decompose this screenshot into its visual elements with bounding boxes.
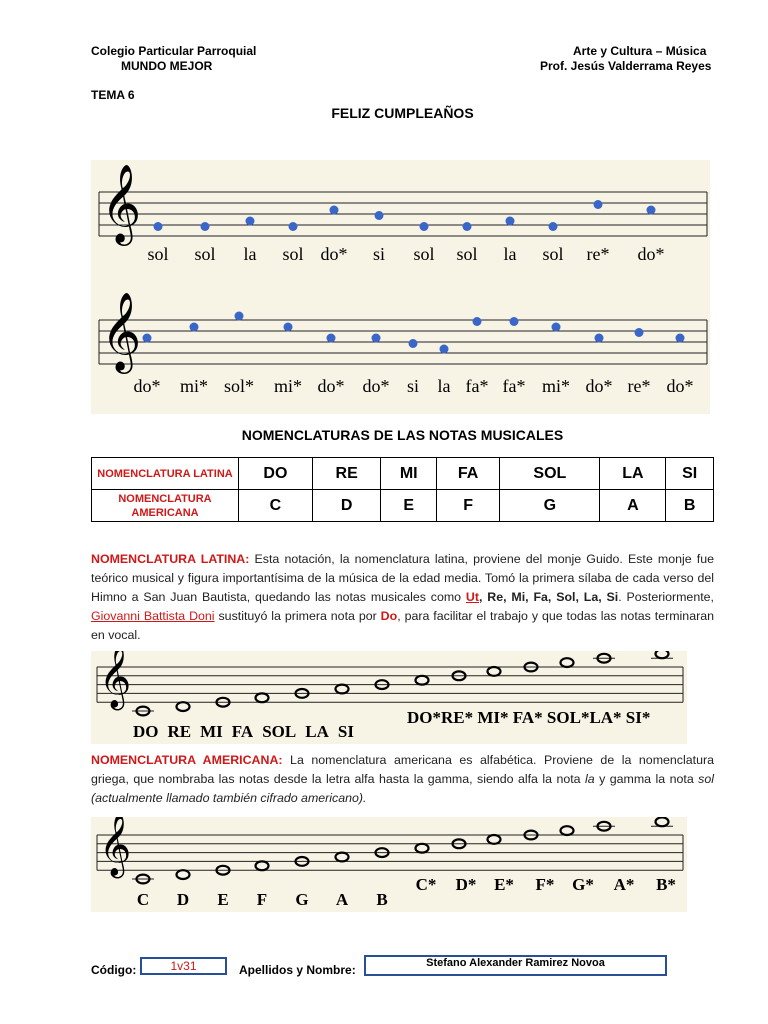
latin-scale-high-label: DO*RE* MI* FA* SOL*LA* SI* xyxy=(407,708,651,727)
note-head xyxy=(289,222,298,231)
note-name: sol xyxy=(194,244,216,264)
latin-text-1: Esta notación, la nomenclatura latina, proviene del monje Guido. Este monje fue teórico musical y figura importantísima de la música de la edad media. Tomó la primera sílaba de cada verso del Himno a San Juan Bautista, quedando las notas musicales como xyxy=(91,552,714,604)
nomenclature-table xyxy=(91,457,714,522)
note-name: fa* xyxy=(502,376,526,396)
american-low-letter: G xyxy=(295,890,309,909)
note-name: do* xyxy=(362,376,390,396)
american-high-letter: G* xyxy=(572,875,594,894)
note-name: do* xyxy=(320,244,348,264)
american-high-letter: A* xyxy=(613,875,635,894)
latin-paragraph xyxy=(91,550,714,645)
doni-link[interactable]: Giovanni Battista Doni xyxy=(91,609,215,623)
american-scale-score xyxy=(91,817,687,912)
code-field[interactable]: 1v31 xyxy=(140,957,227,975)
latin-text-3: sustituyó la primera nota por xyxy=(214,609,381,623)
american-low-letter: E xyxy=(217,890,229,909)
whole-note xyxy=(561,826,574,835)
note-head xyxy=(510,317,519,326)
treble-clef-icon: 𝄞 xyxy=(101,292,142,372)
american-high-letter: B* xyxy=(656,875,676,894)
note-name: sol xyxy=(413,244,435,264)
american-label: NOMENCLATURA AMERICANA xyxy=(92,490,239,522)
whole-note xyxy=(488,667,501,676)
note-name: si xyxy=(406,376,420,396)
name-label: Apellidos y Nombre: xyxy=(239,963,356,977)
note-name: mi* xyxy=(179,376,209,396)
american-row xyxy=(92,490,714,522)
note-name: sol xyxy=(456,244,478,264)
note-head xyxy=(284,323,293,332)
whole-note xyxy=(488,835,501,844)
note-name: la xyxy=(437,376,451,396)
song-staff-row-2 xyxy=(99,292,707,396)
latin-scale-score xyxy=(91,651,687,744)
latin-scale-low-label: DO RE MI FA SOL LA SI xyxy=(133,722,354,741)
note-head xyxy=(647,206,656,215)
american-high-letter: C* xyxy=(415,875,437,894)
note-name: re* xyxy=(627,376,651,396)
note-name: sol xyxy=(542,244,564,264)
la-italic: la xyxy=(585,772,595,786)
note-head xyxy=(440,345,449,354)
course-name: Arte y Cultura – Música xyxy=(573,44,707,58)
latin-paragraph-label: NOMENCLATURA LATINA: xyxy=(91,552,250,566)
note-name: mi* xyxy=(273,376,303,396)
latin-note: LA xyxy=(600,458,666,490)
latin-text-4: , para facilitar el trabajo y que todas las notas terminaran en vocal. xyxy=(91,609,715,642)
nomenclature-heading: NOMENCLATURAS DE LAS NOTAS MUSICALES xyxy=(241,427,564,443)
note-name: la xyxy=(503,244,517,264)
american-paragraph xyxy=(91,751,714,808)
latin-note: MI xyxy=(381,458,436,490)
american-scale-svg xyxy=(91,817,687,912)
latin-scale-svg xyxy=(91,651,687,744)
school-subtitle: MUNDO MEJOR xyxy=(121,59,213,73)
note-head xyxy=(330,206,339,215)
latin-note: SI xyxy=(666,458,714,490)
treble-clef-icon: 𝄞 xyxy=(99,651,132,708)
note-head xyxy=(409,339,418,348)
note-name: si xyxy=(372,244,386,264)
american-high-letter: E* xyxy=(494,875,514,894)
note-head xyxy=(143,334,152,343)
american-note: D xyxy=(312,490,381,522)
whole-note xyxy=(656,651,669,658)
song-score xyxy=(91,160,710,414)
whole-note xyxy=(561,658,574,667)
treble-clef-icon: 𝄞 xyxy=(99,817,132,876)
note-name: mi* xyxy=(541,376,571,396)
topic-label: TEMA 6 xyxy=(91,88,135,102)
american-low-letter: A xyxy=(335,890,349,909)
note-name: sol* xyxy=(223,376,255,396)
note-head xyxy=(327,334,336,343)
latin-note: SOL xyxy=(500,458,600,490)
school-name: Colegio Particular Parroquial xyxy=(91,44,257,58)
song-score-svg xyxy=(91,160,710,414)
note-name: re* xyxy=(586,244,610,264)
american-note: G xyxy=(500,490,600,522)
american-text-2: y gamma la nota xyxy=(594,772,699,786)
teacher-name: Prof. Jesús Valderrama Reyes xyxy=(540,59,712,73)
note-head xyxy=(595,334,604,343)
whole-note xyxy=(336,685,349,694)
note-name: fa* xyxy=(465,376,489,396)
whole-note xyxy=(177,870,190,879)
note-name: la xyxy=(243,244,257,264)
latin-note: DO xyxy=(239,458,313,490)
american-text-1: La nomenclatura americana es alfabética. Proviene de la nomenclatura griega, que nombraba las notas desde la letra alfa hasta la gamma, siendo alfa la nota xyxy=(91,753,714,786)
note-head xyxy=(594,200,603,209)
notes-list: , Re, Mi, Fa, Sol, La, Si xyxy=(479,590,619,604)
name-field[interactable]: Stefano Alexander Ramirez Novoa xyxy=(364,955,667,976)
american-note: F xyxy=(436,490,499,522)
american-note: A xyxy=(600,490,666,522)
latin-row xyxy=(92,458,714,490)
american-high-letter: D* xyxy=(455,875,477,894)
note-head xyxy=(154,222,163,231)
treble-clef-icon: 𝄞 xyxy=(101,164,142,244)
note-head xyxy=(506,217,515,226)
sol-italic: sol xyxy=(698,772,714,786)
whole-note xyxy=(656,817,669,826)
page-title: FELIZ CUMPLEAÑOS xyxy=(331,105,474,121)
american-note: C xyxy=(239,490,313,522)
note-head xyxy=(463,222,472,231)
note-head xyxy=(552,323,561,332)
american-low-letter: D xyxy=(176,890,190,909)
whole-note xyxy=(416,676,429,685)
american-text-3: (actualmente llamado también cifrado americano). xyxy=(91,791,367,805)
note-name: do* xyxy=(133,376,161,396)
ut-highlight: Ut xyxy=(465,590,479,604)
note-head xyxy=(420,222,429,231)
whole-note xyxy=(177,702,190,711)
note-head xyxy=(190,323,199,332)
note-name: do* xyxy=(666,376,694,396)
latin-note: RE xyxy=(312,458,381,490)
latin-note: FA xyxy=(436,458,499,490)
american-note: B xyxy=(666,490,714,522)
note-name: do* xyxy=(637,244,665,264)
american-high-letter: F* xyxy=(535,875,555,894)
note-head xyxy=(676,334,685,343)
american-low-letter: C xyxy=(136,890,150,909)
american-note: E xyxy=(381,490,436,522)
song-staff-row-1 xyxy=(99,164,707,264)
note-head xyxy=(235,312,244,321)
latin-text-2: . Posteriormente, xyxy=(618,590,714,604)
note-name: do* xyxy=(317,376,345,396)
note-name: sol xyxy=(147,244,169,264)
note-head xyxy=(375,211,384,220)
whole-note xyxy=(256,693,269,702)
note-head xyxy=(473,317,482,326)
whole-note xyxy=(336,853,349,862)
note-name: sol xyxy=(282,244,304,264)
note-name: do* xyxy=(585,376,613,396)
american-paragraph-label: NOMENCLATURA AMERICANA: xyxy=(91,753,283,767)
note-head xyxy=(635,328,644,337)
american-low-letter: B xyxy=(376,890,388,909)
whole-note xyxy=(256,861,269,870)
latin-label: NOMENCLATURA LATINA xyxy=(92,458,239,490)
note-head xyxy=(372,334,381,343)
note-head xyxy=(549,222,558,231)
do-highlight: Do xyxy=(380,609,398,623)
code-label: Código: xyxy=(91,963,137,977)
note-head xyxy=(201,222,210,231)
american-low-letter: F xyxy=(256,890,268,909)
note-head xyxy=(246,217,255,226)
whole-note xyxy=(416,844,429,853)
